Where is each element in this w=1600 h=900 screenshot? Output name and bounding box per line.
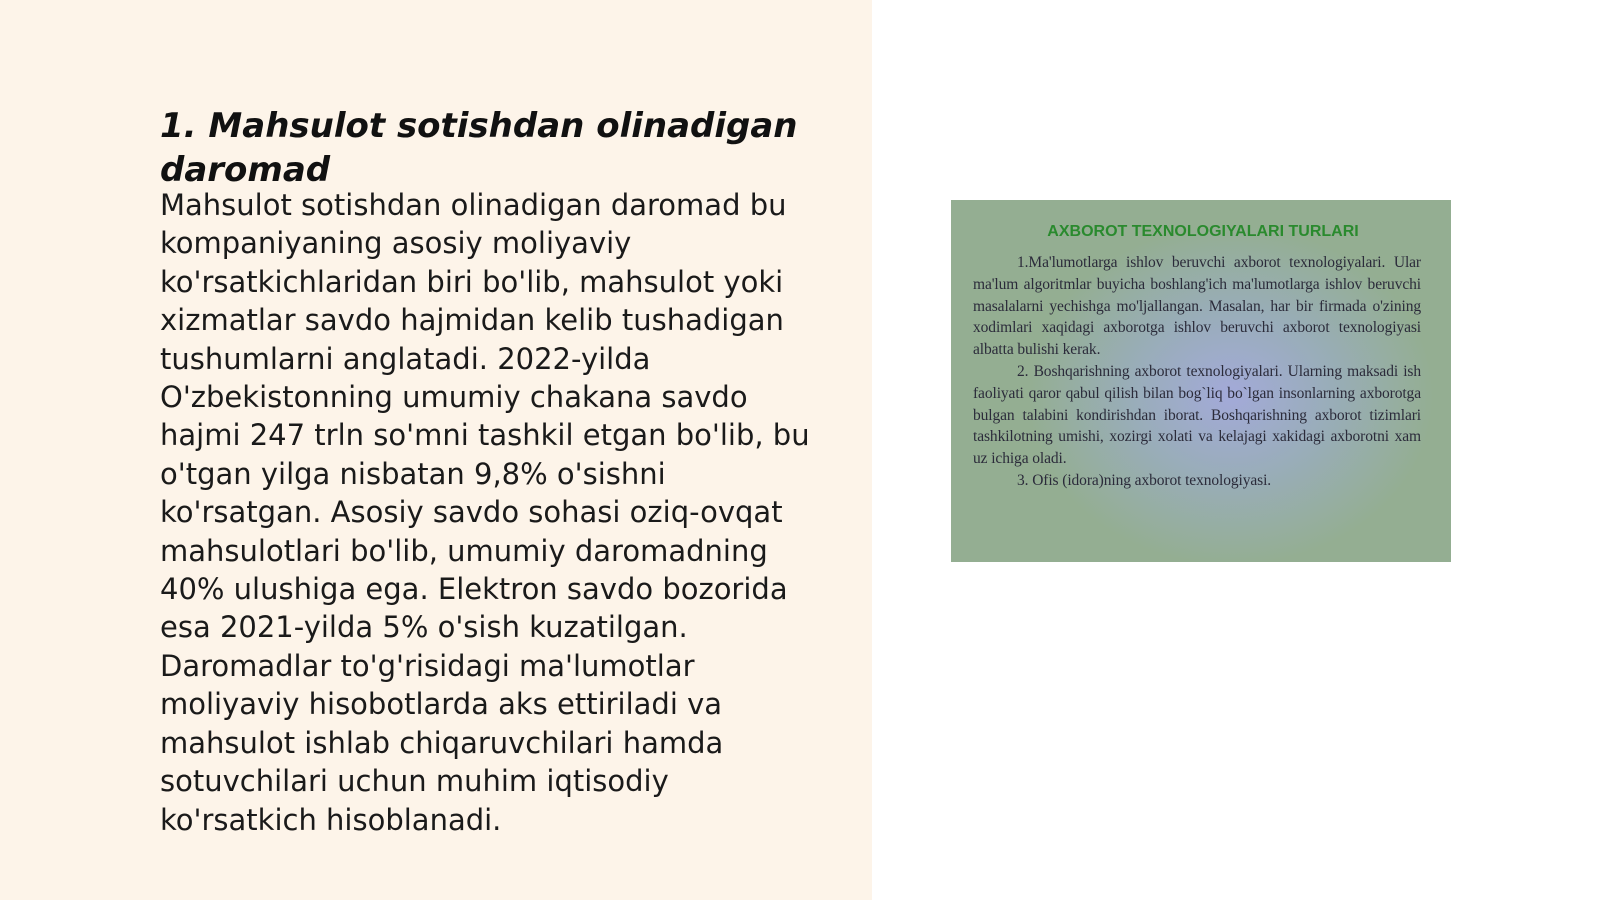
figure-paragraph-2: 2. Boshqarishning axborot texnologiyalari. Ularning maksadi ish faoliyati qaror qabul qilish bilan bog`liq bo`lgan insonlarning axborotga bulgan talabini kondirishdan iborat. Boshqarishning axborot tizimlari tashkilotning umishi, xozirgi xolati va kelajagi xakidagi axborotni xam uz ichiga oladi. bbox=[973, 362, 1421, 468]
figure-paragraph-3: 3. Ofis (idora)ning axborot texnologiyasi. bbox=[1017, 471, 1272, 489]
slide-title: 1. Mahsulot sotishdan olinadigan daromad bbox=[160, 106, 798, 190]
scanned-text-image bbox=[951, 200, 1451, 562]
figure-paragraph-1: 1.Ma'lumotlarga ishlov beruvchi axborot texnologiyalari. Ular ma'lum algoritmlar buyicha boshlang'ich ma'lumotlarga ishlov beruvchi masalalarni yechishga mo'ljallangan. Masalan, har bir firmada o'zining xodimlari xaqidagi axborotga ishlov beruvchi axborot texnologiyasi albatta bulishi kerak. bbox=[973, 254, 1421, 359]
figure-heading: AXBOROT TEXNOLOGIYALARI TURLARI bbox=[1047, 223, 1359, 240]
slide-body-text: Mahsulot sotishdan olinadigan daromad bu kompaniyaning asosiy moliyaviy ko'rsatkichlaridan biri bo'lib, mahsulot yoki xizmatlar savdo hajmidan kelib tushadigan tushumlarni anglatadi. 2022-yilda O'zbekistonning umumiy chakana savdo hajmi 247 trln so'mni tashkil etgan bo'lib, bu o'tgan yilga nisbatan 9,8% o'sishni ko'rsatgan. Asosiy savdo sohasi oziq-ovqat mahsulotlari bo'lib, umumiy daromadning 40% ulushiga ega. Elektron savdo bozorida esa 2021-yilda 5% o'sish kuzatilgan. Daromadlar to'g'risidagi ma'lumotlar moliyaviy hisobotlarda aks ettiriladi va mahsulot ishlab chiqaruvchilari hamda sotuvchilari uchun muhim iqtisodiy ko'rsatkich hisoblanadi. bbox=[160, 188, 810, 837]
